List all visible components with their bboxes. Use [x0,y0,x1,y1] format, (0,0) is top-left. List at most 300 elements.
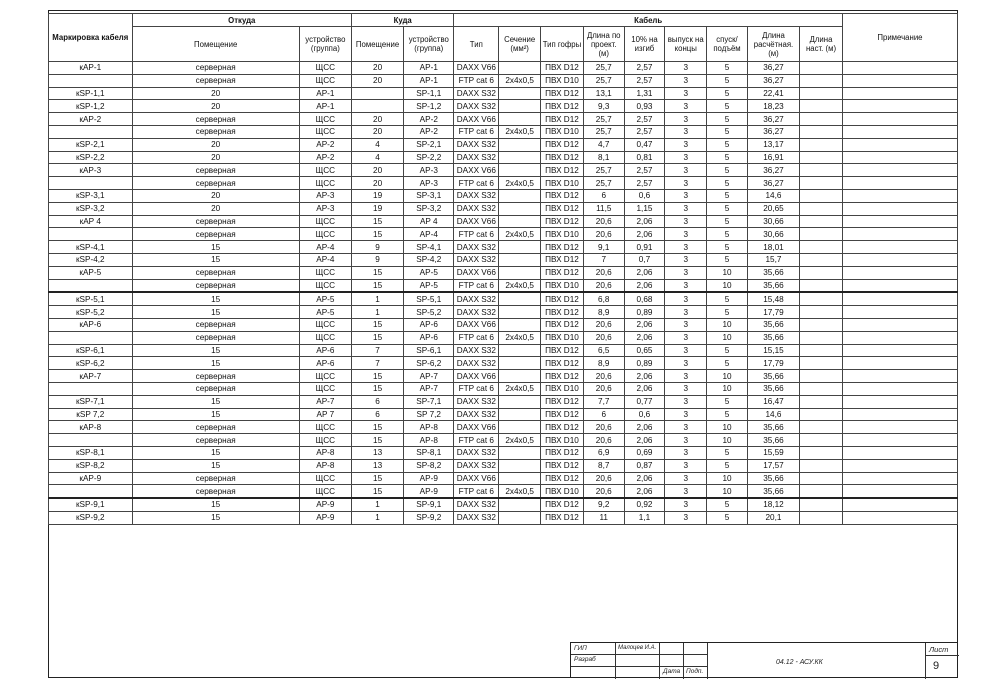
from-device-cell: AP-8 [299,446,351,459]
corrugation-cell: ПВХ D12 [541,408,584,421]
to-room-cell: 15 [351,228,403,241]
table-row [49,125,958,138]
table-row [49,138,958,151]
from-room-cell: 15 [132,344,299,357]
to-room-cell: 20 [351,74,403,87]
actual-length-cell [800,408,843,421]
descent-cell: 10 [707,266,748,279]
actual-length-cell [800,215,843,228]
cable-type-cell: DAXX S32 [454,241,499,254]
from-room-cell: серверная [132,266,299,279]
calc-length-cell: 14,6 [747,189,799,202]
marking-cell [49,382,133,395]
marking-cell: кSP-3,2 [49,202,133,215]
cable-type-cell: DAXX S32 [454,344,499,357]
bend-cell: 0,6 [624,189,665,202]
from-device-cell: AP-4 [299,253,351,266]
from-room-cell: 15 [132,253,299,266]
note-cell [842,511,957,524]
table-header [49,14,958,62]
calc-length-cell: 30,66 [747,215,799,228]
cable-type-cell: DAXX S32 [454,511,499,524]
cable-type-cell: FTP cat 6 [454,434,499,447]
bend-cell: 2,57 [624,62,665,75]
table-row [49,357,958,370]
descent-cell: 5 [707,498,748,511]
from-device-cell: AP 7 [299,408,351,421]
from-room-cell: 15 [132,306,299,319]
table-row [49,202,958,215]
table-row [49,472,958,485]
cable-type-cell: FTP cat 6 [454,177,499,190]
bend-cell: 2,06 [624,318,665,331]
table-row [49,370,958,383]
cable-type-cell: DAXX V66 [454,318,499,331]
from-room-cell: серверная [132,472,299,485]
from-room-cell: 15 [132,395,299,408]
marking-cell: кSP-2,1 [49,138,133,151]
end-outlet-cell: 3 [665,266,707,279]
section-cell: 2х4х0,5 [499,74,541,87]
corrugation-cell: ПВХ D12 [541,421,584,434]
note-cell [842,138,957,151]
design-length-cell: 6,9 [583,446,624,459]
from-device-cell: ЩСС [299,164,351,177]
table-body [49,62,958,525]
calc-length-cell: 15,48 [747,292,799,305]
cable-type-cell: DAXX S32 [454,100,499,113]
calc-length-cell: 35,66 [747,421,799,434]
actual-length-cell [800,62,843,75]
corrugation-cell: ПВХ D12 [541,344,584,357]
from-device-cell: AP-4 [299,241,351,254]
marking-cell: кSP-9,1 [49,498,133,511]
descent-cell: 5 [707,189,748,202]
to-device-cell: SP-4,2 [404,253,454,266]
descent-cell: 5 [707,62,748,75]
descent-cell: 5 [707,395,748,408]
to-device-cell: AP-5 [404,266,454,279]
note-cell [842,279,957,292]
corrugation-cell: ПВХ D12 [541,357,584,370]
cable-type-cell: DAXX S32 [454,202,499,215]
cable-type-cell: DAXX S32 [454,189,499,202]
design-length-cell: 25,7 [583,113,624,126]
from-room-cell: серверная [132,318,299,331]
from-room-cell: серверная [132,215,299,228]
descent-cell: 5 [707,446,748,459]
end-outlet-cell: 3 [665,228,707,241]
section-cell: 2х4х0,5 [499,485,541,498]
note-cell [842,395,957,408]
header-to: Куда [351,14,453,27]
to-device-cell: AP-9 [404,485,454,498]
to-room-cell: 7 [351,344,403,357]
design-length-cell: 13,1 [583,87,624,100]
descent-cell: 5 [707,228,748,241]
cable-type-cell: FTP cat 6 [454,125,499,138]
header-design-length: Длина по проект. (м) [583,27,624,62]
design-length-cell: 20,6 [583,472,624,485]
design-length-cell: 8,9 [583,357,624,370]
corrugation-cell: ПВХ D10 [541,485,584,498]
from-room-cell: серверная [132,62,299,75]
to-device-cell: SP-1,2 [404,100,454,113]
calc-length-cell: 17,79 [747,357,799,370]
from-room-cell: 20 [132,100,299,113]
calc-length-cell: 35,66 [747,382,799,395]
cable-type-cell: DAXX S32 [454,357,499,370]
corrugation-cell: ПВХ D12 [541,215,584,228]
to-room-cell: 15 [351,485,403,498]
to-room-cell: 15 [351,382,403,395]
note-cell [842,266,957,279]
corrugation-cell: ПВХ D10 [541,279,584,292]
section-cell [499,164,541,177]
design-length-cell: 7,7 [583,395,624,408]
section-cell [499,370,541,383]
table-row [49,266,958,279]
actual-length-cell [800,485,843,498]
from-device-cell: ЩСС [299,382,351,395]
calc-length-cell: 35,66 [747,434,799,447]
note-cell [842,498,957,511]
from-room-cell: серверная [132,113,299,126]
descent-cell: 5 [707,74,748,87]
to-device-cell: AP-4 [404,228,454,241]
cable-type-cell: DAXX S32 [454,151,499,164]
descent-cell: 10 [707,318,748,331]
note-cell [842,421,957,434]
corrugation-cell: ПВХ D12 [541,292,584,305]
marking-cell: кSP-8,1 [49,446,133,459]
marking-cell: кSP-8,2 [49,459,133,472]
design-length-cell: 20,6 [583,228,624,241]
table-row [49,485,958,498]
descent-cell: 5 [707,408,748,421]
bend-cell: 2,57 [624,164,665,177]
note-cell [842,485,957,498]
cable-type-cell: DAXX V66 [454,62,499,75]
descent-cell: 5 [707,357,748,370]
to-device-cell: AP-8 [404,421,454,434]
calc-length-cell: 17,57 [747,459,799,472]
descent-cell: 10 [707,472,748,485]
end-outlet-cell: 3 [665,87,707,100]
section-cell [499,266,541,279]
calc-length-cell: 35,66 [747,331,799,344]
note-cell [842,292,957,305]
to-room-cell: 9 [351,253,403,266]
cable-type-cell: DAXX S32 [454,446,499,459]
to-room-cell: 9 [351,241,403,254]
from-room-cell: 15 [132,357,299,370]
end-outlet-cell: 3 [665,382,707,395]
marking-cell: кSP-1,1 [49,87,133,100]
end-outlet-cell: 3 [665,125,707,138]
to-device-cell: AP 4 [404,215,454,228]
from-device-cell: ЩСС [299,125,351,138]
note-cell [842,344,957,357]
to-device-cell: SP-2,2 [404,151,454,164]
to-device-cell: AP-3 [404,164,454,177]
calc-length-cell: 35,66 [747,472,799,485]
note-cell [842,125,957,138]
marking-cell [49,279,133,292]
calc-length-cell: 35,66 [747,318,799,331]
descent-cell: 5 [707,344,748,357]
actual-length-cell [800,434,843,447]
descent-cell: 5 [707,511,748,524]
end-outlet-cell: 3 [665,151,707,164]
design-length-cell: 4,7 [583,138,624,151]
table-row [49,189,958,202]
to-room-cell: 15 [351,318,403,331]
from-device-cell: ЩСС [299,74,351,87]
calc-length-cell: 36,27 [747,62,799,75]
from-room-cell: серверная [132,164,299,177]
calc-length-cell: 36,27 [747,177,799,190]
section-cell [499,318,541,331]
calc-length-cell: 36,27 [747,125,799,138]
end-outlet-cell: 3 [665,292,707,305]
from-room-cell: 15 [132,446,299,459]
to-room-cell: 13 [351,446,403,459]
table-row [49,382,958,395]
marking-cell: кSP-4,1 [49,241,133,254]
corrugation-cell: ПВХ D10 [541,434,584,447]
to-room-cell: 1 [351,292,403,305]
to-device-cell: SP-8,1 [404,446,454,459]
section-cell [499,113,541,126]
bend-cell: 2,06 [624,434,665,447]
table-row [49,421,958,434]
from-room-cell: 15 [132,498,299,511]
to-room-cell: 4 [351,151,403,164]
bend-cell: 0,89 [624,357,665,370]
calc-length-cell: 36,27 [747,113,799,126]
sheet-label: Лист [929,645,949,654]
corrugation-cell: ПВХ D12 [541,253,584,266]
to-room-cell: 20 [351,164,403,177]
header-from-device: устройство (группа) [299,27,351,62]
descent-cell: 5 [707,151,748,164]
descent-cell: 5 [707,241,748,254]
design-length-cell: 20,6 [583,382,624,395]
corrugation-cell: ПВХ D12 [541,446,584,459]
table-row [49,164,958,177]
design-length-cell: 6 [583,189,624,202]
actual-length-cell [800,151,843,164]
from-device-cell: ЩСС [299,331,351,344]
design-length-cell: 20,6 [583,318,624,331]
marking-cell: кSP-7,1 [49,395,133,408]
bend-cell: 0,93 [624,100,665,113]
to-device-cell: AP-7 [404,382,454,395]
bend-cell: 1,31 [624,87,665,100]
section-cell [499,498,541,511]
from-device-cell: AP-6 [299,357,351,370]
table-row [49,511,958,524]
end-outlet-cell: 3 [665,215,707,228]
descent-cell: 5 [707,215,748,228]
marking-cell: кАР-8 [49,421,133,434]
section-cell [499,138,541,151]
design-length-cell: 7 [583,253,624,266]
end-outlet-cell: 3 [665,498,707,511]
section-cell [499,511,541,524]
from-room-cell: 20 [132,189,299,202]
corrugation-cell: ПВХ D12 [541,189,584,202]
design-length-cell: 8,7 [583,459,624,472]
end-outlet-cell: 3 [665,62,707,75]
descent-cell: 5 [707,202,748,215]
calc-length-cell: 35,66 [747,266,799,279]
end-outlet-cell: 3 [665,279,707,292]
marking-cell [49,125,133,138]
section-cell: 2х4х0,5 [499,228,541,241]
from-room-cell: 15 [132,292,299,305]
section-cell: 2х4х0,5 [499,434,541,447]
descent-cell: 10 [707,279,748,292]
table-row [49,151,958,164]
from-device-cell: ЩСС [299,266,351,279]
end-outlet-cell: 3 [665,511,707,524]
calc-length-cell: 36,27 [747,164,799,177]
to-room-cell: 15 [351,331,403,344]
bend-cell: 0,69 [624,446,665,459]
to-room-cell: 19 [351,202,403,215]
descent-cell: 5 [707,125,748,138]
calc-length-cell: 15,59 [747,446,799,459]
corrugation-cell: ПВХ D12 [541,164,584,177]
section-cell: 2х4х0,5 [499,279,541,292]
design-length-cell: 25,7 [583,164,624,177]
end-outlet-cell: 3 [665,306,707,319]
header-marking: Маркировка кабеля [49,14,133,62]
calc-length-cell: 16,91 [747,151,799,164]
design-length-cell: 6,5 [583,344,624,357]
actual-length-cell [800,241,843,254]
header-cable: Кабель [454,14,843,27]
marking-cell: кSP-4,2 [49,253,133,266]
end-outlet-cell: 3 [665,344,707,357]
end-outlet-cell: 3 [665,434,707,447]
to-room-cell: 20 [351,113,403,126]
table-row [49,74,958,87]
marking-cell: кSP-2,2 [49,151,133,164]
table-row [49,459,958,472]
actual-length-cell [800,253,843,266]
marking-cell: кАР-5 [49,266,133,279]
table-row [49,434,958,447]
end-outlet-cell: 3 [665,421,707,434]
corrugation-cell: ПВХ D12 [541,113,584,126]
end-outlet-cell: 3 [665,74,707,87]
section-cell: 2х4х0,5 [499,331,541,344]
calc-length-cell: 35,66 [747,370,799,383]
from-room-cell: 20 [132,138,299,151]
bend-cell: 0,92 [624,498,665,511]
note-cell [842,306,957,319]
descent-cell: 5 [707,87,748,100]
bend-cell: 2,06 [624,485,665,498]
from-device-cell: AP-6 [299,344,351,357]
actual-length-cell [800,87,843,100]
corrugation-cell: ПВХ D12 [541,266,584,279]
bend-cell: 2,57 [624,113,665,126]
note-cell [842,331,957,344]
note-cell [842,472,957,485]
sheet-number: 9 [933,660,940,672]
to-room-cell: 15 [351,370,403,383]
bend-cell: 0,7 [624,253,665,266]
actual-length-cell [800,177,843,190]
from-device-cell: ЩСС [299,279,351,292]
note-cell [842,434,957,447]
cable-type-cell: DAXX S32 [454,292,499,305]
actual-length-cell [800,472,843,485]
bend-cell: 0,91 [624,241,665,254]
from-room-cell: 20 [132,87,299,100]
cable-type-cell: DAXX V66 [454,421,499,434]
cable-type-cell: DAXX V66 [454,472,499,485]
title-block [570,642,958,678]
from-room-cell: 15 [132,459,299,472]
table-row [49,241,958,254]
design-length-cell: 20,6 [583,266,624,279]
to-device-cell: AP-1 [404,74,454,87]
cable-type-cell: DAXX S32 [454,395,499,408]
corrugation-cell: ПВХ D10 [541,228,584,241]
end-outlet-cell: 3 [665,189,707,202]
to-device-cell: SP-3,1 [404,189,454,202]
corrugation-cell: ПВХ D12 [541,202,584,215]
corrugation-cell: ПВХ D10 [541,74,584,87]
actual-length-cell [800,382,843,395]
table-row [49,344,958,357]
table-row [49,62,958,75]
table-row [49,177,958,190]
from-room-cell: серверная [132,228,299,241]
to-room-cell: 1 [351,498,403,511]
to-device-cell: SP-7,1 [404,395,454,408]
corrugation-cell: ПВХ D12 [541,100,584,113]
section-cell [499,215,541,228]
from-room-cell: серверная [132,279,299,292]
calc-length-cell: 13,17 [747,138,799,151]
end-outlet-cell: 3 [665,202,707,215]
to-room-cell: 1 [351,511,403,524]
bend-cell: 2,06 [624,279,665,292]
bend-cell: 1,15 [624,202,665,215]
to-device-cell: AP-2 [404,125,454,138]
descent-cell: 10 [707,434,748,447]
from-device-cell: ЩСС [299,472,351,485]
cable-type-cell: FTP cat 6 [454,331,499,344]
cable-type-cell: FTP cat 6 [454,485,499,498]
to-device-cell: SP-9,1 [404,498,454,511]
from-device-cell: AP-1 [299,100,351,113]
cable-type-cell: DAXX S32 [454,253,499,266]
marking-cell [49,228,133,241]
actual-length-cell [800,164,843,177]
to-room-cell: 4 [351,138,403,151]
header-to-room: Помещение [351,27,403,62]
header-section: Сечение (мм²) [499,27,541,62]
cable-type-cell: DAXX V66 [454,266,499,279]
corrugation-cell: ПВХ D12 [541,498,584,511]
